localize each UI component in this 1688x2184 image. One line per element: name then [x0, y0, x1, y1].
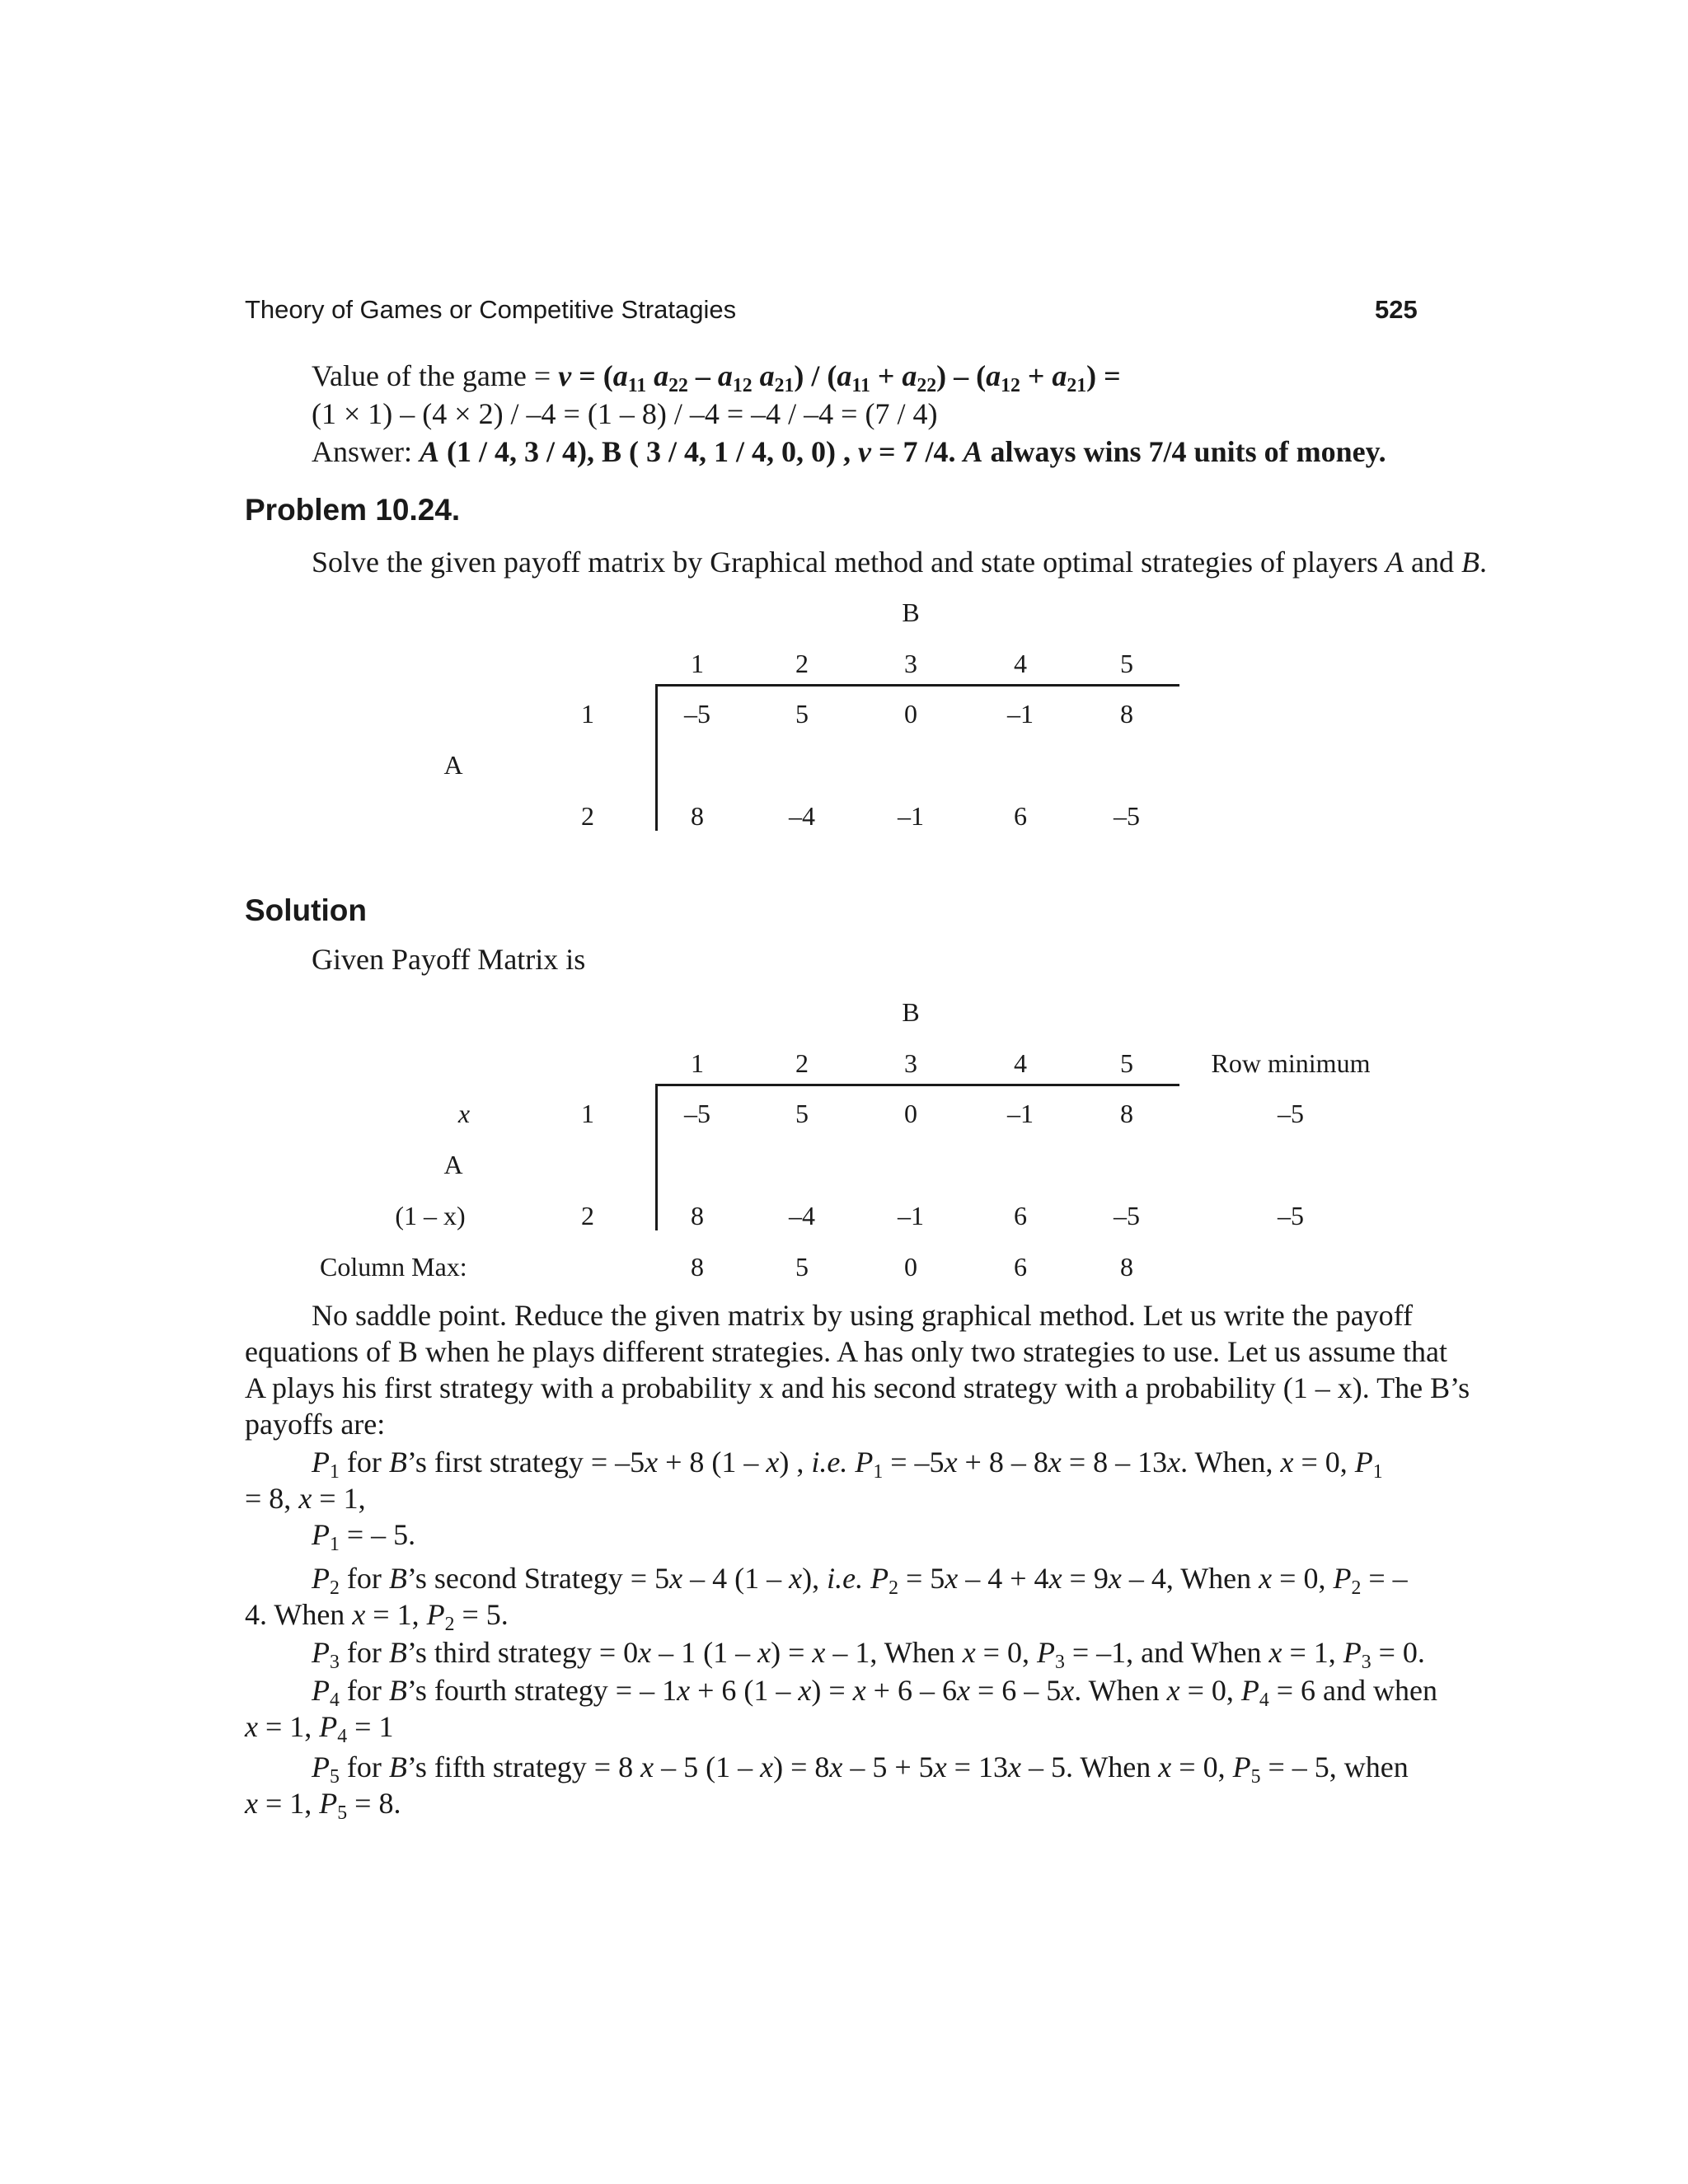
cell: 0	[904, 699, 917, 729]
payoff-equation-p1: $P_1$ for B’s first strategy = –5x + 8 (1 – x) , i.e. $P_1 = -5x + 8 - 8x = 8 - 13x$. When, x = 0, $P_1$	[312, 1446, 1383, 1483]
row-player-label: A	[443, 1150, 463, 1179]
row-minimum-header: Row minimum	[1211, 1048, 1371, 1078]
value-of-game-line: Value of the game = $v = (a_{11}$ $a_{22} - a_{12}$ $a_{21}) / (a_{11} + a_{22}) - (a_{12} + a_{21})$ =	[312, 359, 1121, 397]
cell: 8	[1120, 699, 1133, 729]
col-header-5: 5	[1120, 1048, 1133, 1078]
col-header-1: 1	[691, 1048, 704, 1078]
payoff-equation-p4-cont: x = 1, $P_4 = 1$	[245, 1710, 394, 1748]
column-max-value: 6	[1014, 1252, 1027, 1282]
cell: 5	[795, 699, 809, 729]
col-header-2: 2	[795, 649, 809, 678]
matrix-top-rule	[655, 1084, 1179, 1086]
row-probability-2: (1 – x)	[395, 1201, 466, 1230]
problem-heading: Problem 10.24.	[245, 493, 461, 527]
cell: –5	[1114, 801, 1140, 831]
answer-line: Answer: A (1 / 4, 3 / 4), B ( 3 / 4, 1 / 4, 0, 0) , v = 7 /4. A always wins 7/4 units of money.	[312, 435, 1386, 468]
cell: 8	[691, 801, 704, 831]
row-label-2: 2	[581, 801, 594, 831]
computation-line: (1 × 1) – (4 × 2) / –4 = (1 – 8) / –4 = –4 / –4 = (7 / 4)	[312, 397, 938, 430]
col-header-2: 2	[795, 1048, 809, 1078]
row-label-2: 2	[581, 1201, 594, 1230]
running-title: Theory of Games or Competitive Stratagies	[245, 295, 737, 324]
col-header-3: 3	[904, 649, 917, 678]
cell: 8	[1120, 1099, 1133, 1128]
cell: –1	[1007, 1099, 1034, 1128]
page-number: 525	[1375, 295, 1418, 324]
payoff-equation-p4: $P_4$ for B’s fourth strategy = – 1x + 6 (1 – x) = x + 6 – 6x = 6 – 5x. When x = 0, $P_4 = 6$ and when	[312, 1674, 1438, 1712]
cell: –1	[898, 1201, 924, 1230]
row-label-1: 1	[581, 699, 594, 729]
matrix-top-rule	[655, 684, 1179, 687]
payoff-equation-p1-result: $P_1$ = – 5.	[312, 1518, 416, 1556]
cell: –1	[1007, 699, 1034, 729]
payoff-equation-p1-cont: = 8, x = 1,	[245, 1482, 366, 1515]
column-player-label: B	[902, 997, 920, 1027]
row-minimum-1: –5	[1278, 1099, 1304, 1128]
col-header-4: 4	[1014, 1048, 1027, 1078]
paragraph-line: No saddle point. Reduce the given matrix by using graphical method. Let us write the payoff	[312, 1299, 1414, 1332]
cell: 6	[1014, 1201, 1027, 1230]
cell: –1	[898, 801, 924, 831]
col-header-3: 3	[904, 1048, 917, 1078]
row-label-1: 1	[581, 1099, 594, 1128]
column-max-value: 5	[795, 1252, 809, 1282]
cell: –4	[789, 1201, 815, 1230]
solution-intro: Given Payoff Matrix is	[312, 943, 586, 976]
payoff-equation-p5-cont: x = 1, $P_5 = 8$.	[245, 1787, 401, 1825]
column-max-label: Column Max:	[320, 1252, 467, 1282]
cell: 5	[795, 1099, 809, 1128]
paragraph-line: A plays his first strategy with a probability x and his second strategy with a probability (1 – x). The B’s	[245, 1371, 1470, 1404]
row-probability-1: x	[457, 1099, 471, 1128]
paragraph-line: equations of B when he plays different strategies. A has only two strategies to use. Let us assume that	[245, 1335, 1448, 1368]
payoff-equation-p2-cont: 4. When x = 1, $P_2 = 5$.	[245, 1598, 509, 1636]
cell: –5	[684, 1099, 710, 1128]
solution-heading: Solution	[245, 893, 367, 927]
payoff-equation-p3: $P_3$ for B’s third strategy = 0x – 1 (1 – x) = x – 1, When x = 0, $P_3 = -1$, and When x = 1, $P_3 = 0$.	[312, 1636, 1425, 1674]
cell: –4	[789, 801, 815, 831]
paragraph-line: payoffs are:	[245, 1408, 386, 1441]
col-header-5: 5	[1120, 649, 1133, 678]
column-max-value: 8	[1120, 1252, 1133, 1282]
cell: –5	[1114, 1201, 1140, 1230]
col-header-4: 4	[1014, 649, 1027, 678]
cell: –5	[684, 699, 710, 729]
row-minimum-2: –5	[1278, 1201, 1304, 1230]
payoff-equation-p2: $P_2$ for B’s second Strategy = 5x – 4 (1 – x), i.e. $P_2 = 5x - 4 + 4x = 9x - 4$, When x = 0, $P_2$ = –	[312, 1562, 1408, 1600]
cell: 6	[1014, 801, 1027, 831]
col-header-1: 1	[691, 649, 704, 678]
payoff-equation-p5: $P_5$ for B’s fifth strategy = 8 x – 5 (1 – x) = 8x – 5 + 5x = 13x – 5. When x = 0, $P_5$ = – 5, when	[312, 1750, 1409, 1788]
problem-statement: Solve the given payoff matrix by Graphical method and state optimal strategies of players A and B.	[312, 546, 1487, 579]
column-max-value: 8	[691, 1252, 704, 1282]
column-player-label: B	[902, 598, 920, 627]
row-player-label: A	[443, 750, 463, 780]
column-max-value: 0	[904, 1252, 917, 1282]
cell: 0	[904, 1099, 917, 1128]
cell: 8	[691, 1201, 704, 1230]
